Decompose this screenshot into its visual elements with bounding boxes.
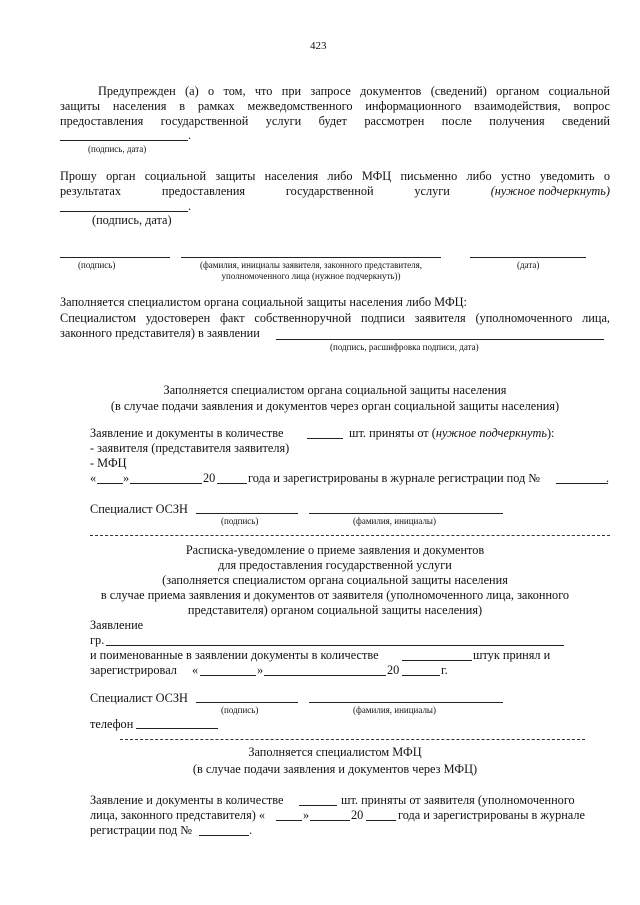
receipt-statement: Заявление bbox=[90, 618, 144, 632]
oszn-day-field[interactable] bbox=[97, 483, 123, 484]
receipt-day-field[interactable] bbox=[200, 675, 256, 676]
oszn-caption-name: (фамилия, инициалы) bbox=[353, 516, 436, 526]
mfc-year-field[interactable] bbox=[366, 820, 396, 821]
oszn-specialist-signature-field[interactable] bbox=[196, 513, 298, 514]
verify-caption: (подпись, расшифровка подписи, дата) bbox=[330, 342, 479, 352]
receipt-year-field[interactable] bbox=[402, 675, 440, 676]
notify-line-2: результатах предоставления государственной услуги (нужное подчеркнуть) bbox=[60, 184, 610, 198]
warning-line-2: защиты населения в рамках межведомственного информационного взаимодействия, вопрос bbox=[60, 99, 610, 113]
oszn-specialist-label: Специалист ОСЗН bbox=[90, 502, 188, 516]
notify-signature-field[interactable] bbox=[60, 211, 188, 212]
oszn-specialist-name-field[interactable] bbox=[309, 513, 503, 514]
mfc-count-field[interactable] bbox=[299, 805, 337, 806]
oszn-title-2: (в случае подачи заявления и документов через орган социальной защиты населения) bbox=[110, 399, 560, 413]
receipt-month-field[interactable] bbox=[264, 675, 386, 676]
oszn-title-1: Заполняется специалистом органа социальной защиты населения bbox=[163, 383, 507, 397]
receipt-title-1: Расписка-уведомление о приеме заявления и документов bbox=[185, 543, 485, 557]
receipt-caption-signature: (подпись) bbox=[221, 705, 259, 715]
receipt-citizen-field[interactable] bbox=[106, 645, 564, 646]
cut-line-1 bbox=[90, 535, 610, 536]
mfc-title-1: Заполняется специалистом МФЦ bbox=[248, 745, 422, 759]
warning-line-3: предоставления государственной услуги будет рассмотрен после получения сведений bbox=[60, 114, 610, 128]
mfc-day-field[interactable] bbox=[276, 820, 302, 821]
receipt-phone-field[interactable] bbox=[136, 728, 218, 729]
mfc-register-number-field[interactable] bbox=[199, 835, 249, 836]
date-field[interactable] bbox=[470, 257, 586, 258]
page-number: 423 bbox=[310, 40, 327, 52]
caption-name-2: уполномоченного лица (нужное подчеркнуть)) bbox=[221, 271, 401, 281]
notify-line-1: Прошу орган социальной защиты населения либо МФЦ письменно либо устно уведомить о bbox=[60, 169, 610, 183]
caption-date: (дата) bbox=[517, 260, 540, 270]
notify-signature-caption: (подпись, дата) bbox=[92, 213, 172, 227]
oszn-register-number-field[interactable] bbox=[556, 483, 608, 484]
mfc-title-2: (в случае подачи заявления и документов через МФЦ) bbox=[192, 762, 478, 776]
caption-signature: (подпись) bbox=[78, 260, 116, 270]
verify-line-2: Специалистом удостоверен факт собственноручной подписи заявителя (уполномоченного лица, bbox=[60, 311, 610, 325]
verify-signature-field[interactable] bbox=[276, 339, 604, 340]
oszn-month-field[interactable] bbox=[130, 483, 202, 484]
mfc-month-field[interactable] bbox=[310, 820, 350, 821]
receipt-count-field[interactable] bbox=[402, 660, 472, 661]
receipt-title-5: представителя) органом социальной защиты населения) bbox=[187, 603, 483, 617]
caption-name-1: (фамилия, инициалы заявителя, законного представителя, bbox=[199, 260, 423, 270]
signature-field[interactable] bbox=[60, 257, 170, 258]
receipt-title-4: в случае приема заявления и документов от заявителя (уполномоченного лица, законного bbox=[100, 588, 570, 602]
receipt-specialist-signature-field[interactable] bbox=[196, 702, 298, 703]
cut-line-2 bbox=[120, 739, 585, 740]
oszn-count-field[interactable] bbox=[307, 438, 343, 439]
oszn-year-field[interactable] bbox=[217, 483, 247, 484]
receipt-phone-label: телефон bbox=[90, 717, 134, 731]
receipt-title-2: для предоставления государственной услуги bbox=[218, 558, 452, 572]
warning-signature-caption: (подпись, дата) bbox=[88, 144, 147, 154]
verify-line-1: Заполняется специалистом органа социальной защиты населения либо МФЦ: bbox=[60, 295, 467, 309]
oszn-item-mfc: - МФЦ bbox=[90, 456, 127, 470]
oszn-caption-signature: (подпись) bbox=[221, 516, 259, 526]
oszn-item-applicant: - заявителя (представителя заявителя) bbox=[90, 441, 290, 455]
receipt-caption-name: (фамилия, инициалы) bbox=[353, 705, 436, 715]
warning-signature-field[interactable] bbox=[60, 140, 188, 141]
oszn-accepted-prefix: Заявление и документы в количестве bbox=[90, 426, 284, 440]
verify-line-3: законного представителя) в заявлении bbox=[60, 326, 260, 340]
applicant-name-field[interactable] bbox=[181, 257, 441, 258]
warning-line-1: Предупрежден (а) о том, что при запросе документов (сведений) органом социальной bbox=[98, 84, 610, 98]
receipt-specialist-label: Специалист ОСЗН bbox=[90, 691, 188, 705]
receipt-specialist-name-field[interactable] bbox=[309, 702, 503, 703]
receipt-title-3: (заполняется специалистом органа социальной защиты населения bbox=[162, 573, 508, 587]
